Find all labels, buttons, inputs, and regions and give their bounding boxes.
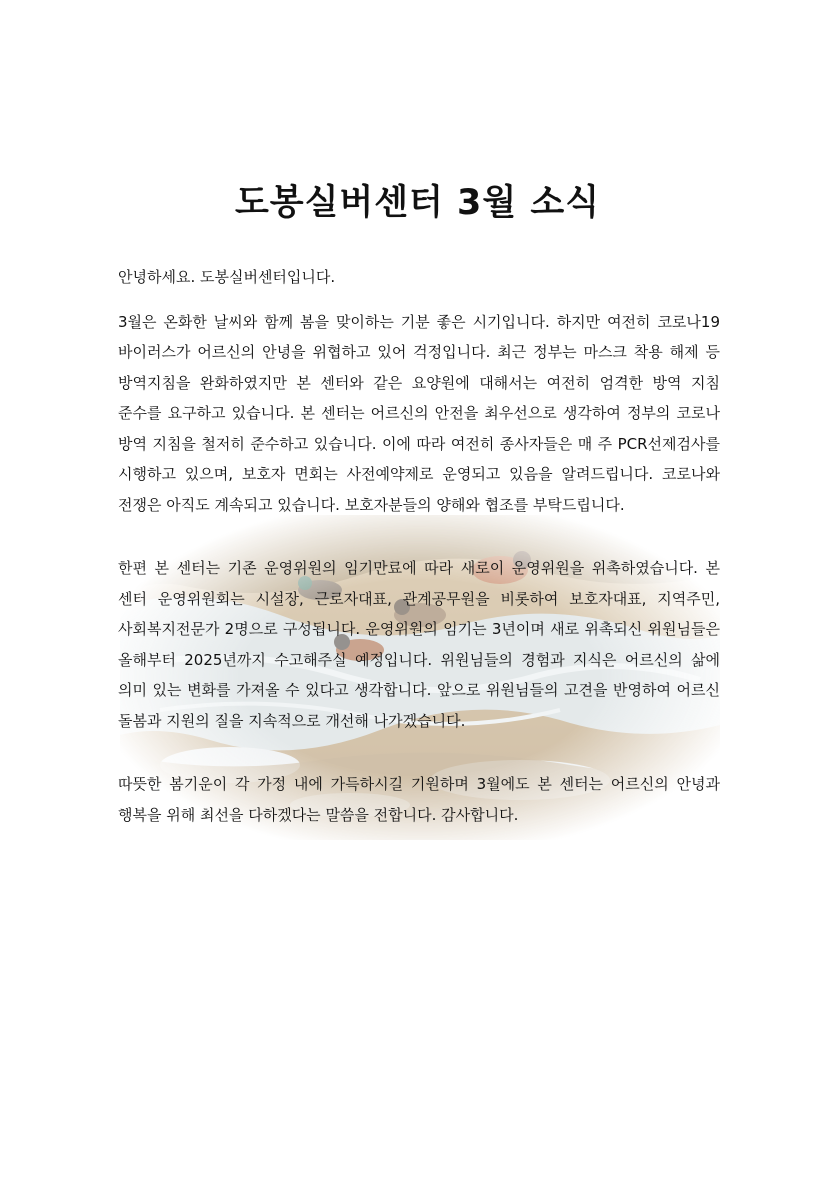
body-paragraph-covid: 3월은 온화한 날씨와 함께 봄을 맞이하는 기분 좋은 시기입니다. 하지만 여전히 코로나19 바이러스가 어르신의 안녕을 위협하고 있어 걱정입니다. 최근 정부는 마스크 착용 해제 등 방역지침을 완화하였지만 본 센터와 같은 요양원에 대해서는 여전히 엄격한 방역 지침 준수를 요구하고 있습니다. 본 센터는 어르신의 안전을 최우선으로 생각하여 정부의 코로나 방역 지침을 철저히 준수하고 있습니다. 이에 따라 여전히 종사자들은 매 주 PCR선제검사를 시행하고 있으며, 보호자 면회는 사전예약제로 운영되고 있음을 알려드립니다. 코로나와 전쟁은 아직도 계속되고 있습니다. 보호자분들의 양해와 협조를 부탁드립니다. xyxy=(118,312,720,514)
body-paragraph-committee: 한편 본 센터는 기존 운영위원의 임기만료에 따라 새로이 운영위원을 위촉하였습니다. 본 센터 운영위원회는 시설장, 근로자대표, 관계공무원을 비롯하여 보호자대표, 지역주민, 사회복지전문가 2명으로 구성됩니다. 운영위원의 임기는 3년이며 새로 위촉되신 위원님들은 올해부터 2025년까지 수고해주실 예정입니다. 위원님들의 경험과 지식은 어르신의 삶에 의미 있는 변화를 가져올 수 있다고 생각합니다. 앞으로 위원님들의 고견을 반영하여 어르신 돌봄과 지원의 질을 지속적으로 개선해 나가겠습니다. xyxy=(118,559,720,730)
document-body xyxy=(118,262,720,830)
greeting-paragraph: 안녕하세요. 도봉실버센터입니다. xyxy=(118,268,336,286)
document-title: 도봉실버센터 3월 소식 xyxy=(234,183,600,224)
body-paragraph-closing: 따뜻한 봄기운이 각 가정 내에 가득하시길 기원하며 3월에도 본 센터는 어르신의 안녕과 행복을 위해 최선을 다하겠다는 말씀을 전합니다. 감사합니다. xyxy=(118,775,720,824)
